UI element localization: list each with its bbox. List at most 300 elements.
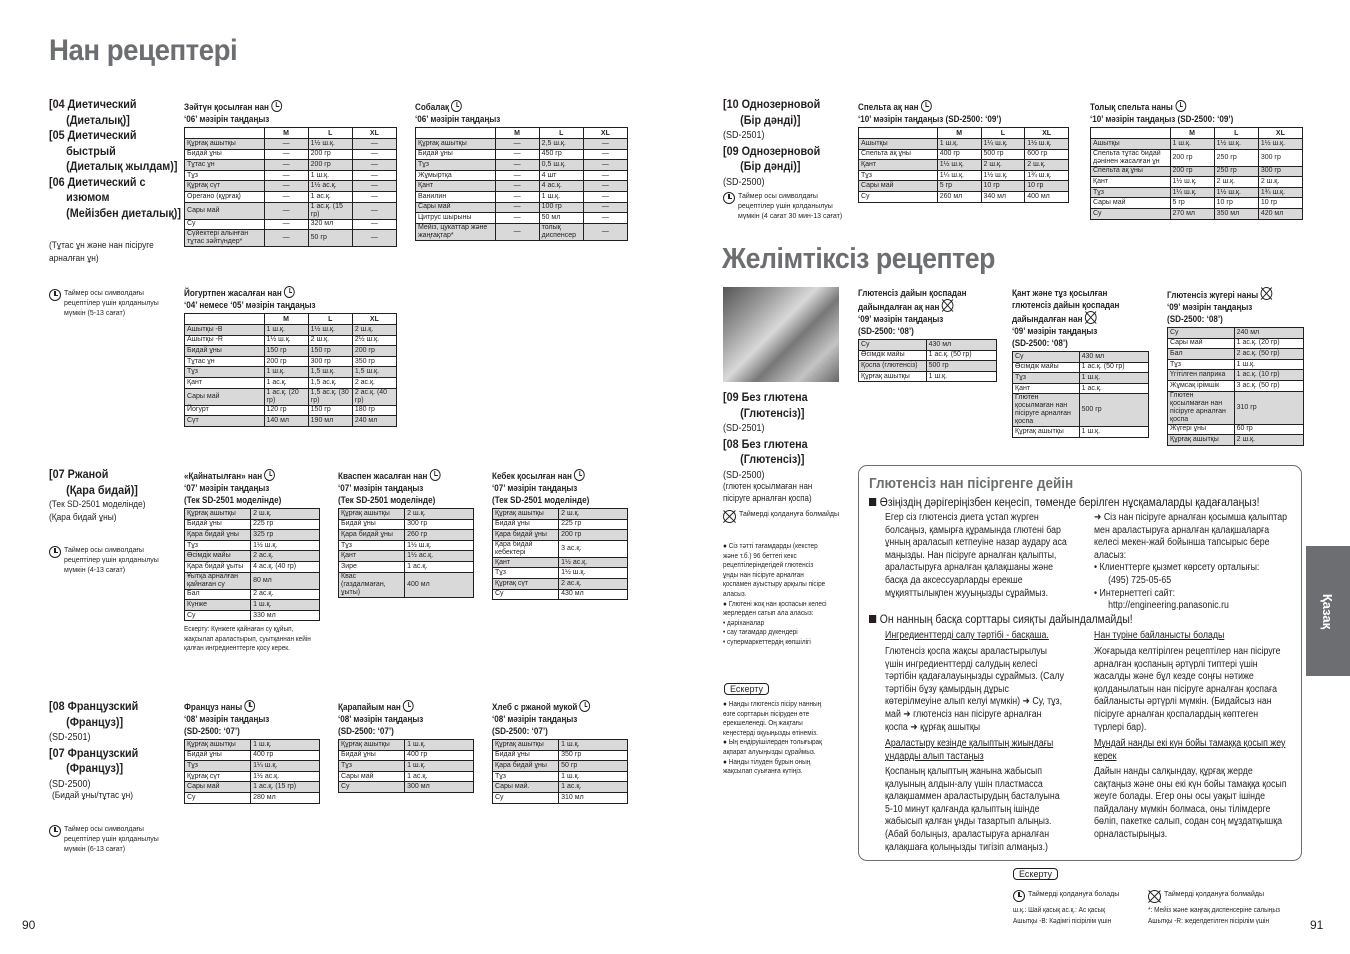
table-row [1168, 435, 1304, 446]
ingredient-name: Құрғақ ашытқы [493, 740, 559, 751]
table-row [859, 350, 997, 361]
timer-icon [264, 469, 275, 481]
table-row [1168, 424, 1304, 435]
ingredient-amount: 1 ас.қ. [308, 191, 352, 202]
recipe-title: Зәйтүн қосылған нан [184, 100, 380, 113]
ingredient-amount: 350 мл [1214, 208, 1258, 219]
ingredient-amount: 400 гр [251, 750, 320, 761]
ingredient-amount: 1¼ ш.қ. [251, 761, 320, 772]
ingredient-amount: 2 ш.қ. [352, 325, 396, 336]
table-row [1091, 208, 1303, 219]
ingredient-amount: 240 мл [1234, 328, 1303, 339]
ingredient-name: Су [339, 782, 405, 793]
ingredient-amount: 2 ас.қ. [352, 377, 396, 388]
no-timer-icon [723, 510, 736, 523]
size-column-header: XL [1258, 128, 1302, 139]
ingredient-amount: — [583, 160, 627, 171]
ingredient-name: Су [859, 340, 927, 351]
table-row [493, 557, 628, 568]
recipe-program: ‘10’ мәзірін таңдаңыз (SD-2500: ‘09’) [858, 114, 1002, 124]
table-row [339, 740, 474, 751]
recipe-title: Қарапайым нан [338, 700, 465, 713]
ingredient-amount: 2 ас.қ. (50 гр) [1234, 349, 1303, 360]
recipe-model: (SD-2500: ‘07’) [492, 726, 548, 736]
ingredient-amount: 225 гр [559, 519, 628, 530]
no-timer-icon [942, 299, 954, 312]
recipe-block [492, 469, 627, 506]
ingredient-name: Ашытқы -В [185, 325, 265, 336]
recipe-block [184, 700, 319, 737]
table-row [185, 416, 397, 427]
recipe-footnote: Ескерту: Күнжеге қайнаған су құйып, жақсылап араластырып, суытқаннан кейін қалған ингредиенттерге қосу керек. [184, 626, 311, 653]
recipe-block [338, 469, 473, 506]
timer-note: Таймер осы символдағы рецептілер үшін қолданылуы мүмкін (4-13 сағат) [49, 546, 169, 576]
panel-lead-2: Он нанның басқа сорттары сияқты дайындалмайды! [869, 614, 1133, 626]
ingredient-amount: — [495, 191, 539, 202]
table-row [339, 561, 474, 572]
size-column-header: L [308, 314, 352, 325]
table-row [1168, 391, 1304, 424]
ingredient-amount: 1,5 ас.қ. [308, 377, 352, 388]
ingredient-amount: 300 гр [405, 519, 474, 530]
no-timer-icon [1261, 287, 1273, 300]
table-row [859, 340, 997, 351]
ingredient-name: Бидай ұны [185, 149, 265, 160]
table-row [185, 519, 320, 530]
ingredient-amount: 2 ш.қ. [981, 160, 1025, 171]
recipe-title: Квaспен жасалған нан [338, 469, 465, 482]
ingredient-name: Су [859, 191, 938, 202]
ingredient-amount: — [495, 223, 539, 240]
ingredient-table [184, 313, 397, 427]
ingredient-name: Қара бидай ұыты [185, 561, 251, 572]
recipe-model: (SD-2500: ‘07’) [184, 726, 240, 736]
ingredient-amount: 10 гр [1025, 181, 1069, 192]
size-column-header: XL [352, 314, 396, 325]
table-row [1091, 198, 1303, 209]
table-row [493, 540, 628, 557]
ingredient-amount: — [495, 149, 539, 160]
ingredient-amount: 2 ш.қ. [1258, 177, 1302, 188]
recipe-program: ‘08’ мәзірін таңдаңыз [184, 714, 270, 724]
ingredient-amount: 1¾ ш.қ. [1258, 187, 1302, 198]
ingredient-table [415, 127, 628, 241]
recipe-title: «Қайнатылған» нан [184, 469, 311, 482]
ingredient-amount: 1¼ ш.қ. [1170, 187, 1214, 198]
ingredient-amount: 150 гр [308, 346, 352, 357]
recipe-title: Глютенсіз жүгері наны [1167, 287, 1295, 301]
ingredient-name: Бал [185, 589, 251, 600]
ingredient-amount: 5 гр [937, 181, 981, 192]
ingredient-amount: 2 ас.қ. [251, 589, 320, 600]
table-row [185, 509, 320, 520]
ingredient-amount: — [352, 149, 396, 160]
ingredient-amount: 2 ш.қ. [1214, 177, 1258, 188]
ingredient-amount: 1 ш.қ. [251, 740, 320, 751]
panel-b2: Қоспаның қалыптың жанына жабысып қалуының алдын-алу үшін пластмасса қалақшаммен араластырудың басталуына 5-10 минут қалғанда қалыптың ішінде жабысып қалған ұнды тазартып алыңыз. (Абай болыңыз, араластыруға арналған қалақшаға қолыңызды тигізіп алмаңыз.) [885, 766, 1060, 853]
table-row [859, 371, 997, 382]
recipe-block [858, 287, 996, 337]
ingredient-amount: 430 мл [1079, 352, 1148, 363]
ingredient-amount: 180 гр [352, 405, 396, 416]
timer-note: Таймер осы символдағы рецептілер үшін қолданылуы мүмкін (6-13 сағат) [49, 825, 169, 855]
category-rye-note: (Тек SD-2501 моделінде) (Қара бидай ұны) [49, 499, 146, 523]
ingredient-table [184, 508, 320, 621]
square-bullet-icon [869, 615, 876, 623]
note-label: Ескерту [724, 683, 769, 695]
ingredient-name: Бидай ұны [185, 519, 251, 530]
panel-p2: ➜ Сіз нан пісіруге арналған қосымша қалыптар мен араластыруға арналған қалақшаларға келесі мекен-жай бойынша тапсырыс бере аласыз: • Клиенттерге қызмет көрсету орталығы: (495) 725-05-65 • Интернеттегі сайт: http://engineering.panasonic.ru [1094, 512, 1287, 612]
ingredient-amount: 5 гр [1170, 198, 1214, 209]
recipe-block [184, 100, 396, 125]
ingredient-name: Тұз [859, 170, 938, 181]
ingredient-name: Қара бидай ұны [339, 530, 405, 541]
table-row [416, 223, 628, 240]
category-gluten-free-note: (глютен қосылмаған нан пісіруге арналған қоспа) [723, 481, 813, 503]
ingredient-name: Бидай ұны [185, 750, 251, 761]
ingredient-amount: 325 гр [251, 530, 320, 541]
recipe-program: ‘09’ мәзірін таңдаңыз [858, 314, 944, 324]
recipe-model: (Тек SD-2501 моделінде) [492, 495, 590, 505]
category-diet: [04 Диетический (Диеталық)] [05 Диетический быстрый (Диеталық жылдам)] [06 Диетический с изюмом (Мейізбен диеталық)] [49, 97, 181, 220]
ingredient-name: Қара бидай ұны [185, 530, 251, 541]
table-row [859, 361, 997, 372]
table-row [185, 405, 397, 416]
ingredient-name: Спельта ақ ұны [859, 149, 938, 160]
ingredient-amount: 310 гр [1234, 391, 1303, 424]
ingredient-amount: 150 гр [308, 405, 352, 416]
ingredient-amount: — [352, 160, 396, 171]
table-row [493, 782, 628, 793]
ingredient-amount: 1 ш.қ. [559, 771, 628, 782]
ingredient-amount: 1½ ас.қ. [559, 557, 628, 568]
ingredient-name: Тұз [339, 761, 405, 772]
table-row [185, 335, 397, 346]
ingredient-amount: 350 гр [559, 750, 628, 761]
ingredient-amount: — [583, 139, 627, 150]
ingredient-name: Ванилин [416, 191, 496, 202]
recipe-title: Спельта ақ нан [858, 100, 1052, 113]
table-row [1168, 370, 1304, 381]
ingredient-name: Тұз [1091, 187, 1171, 198]
ingredient-amount: 330 мл [251, 610, 320, 621]
ingredient-amount: 250 гр [1214, 166, 1258, 177]
gluten-free-bullets: ● Сіз тәтті тағамдарды (кекстер және т.б.) 96 беттегі кекс рецептілеріндегідей глютенсіз ұнды нан пісіруге арналған қоспамен ауыстыру арқылы пісіре аласыз. ● Глютені жоқ нан қоспасын келесі жерлерден сатып ала аласыз: • дәріханалар • сау тағамдар дүкендері • супермаркеттердің көпшілігі [723, 543, 827, 646]
ingredient-name: Су [185, 610, 251, 621]
ingredient-name: Сары май [1168, 338, 1235, 349]
table-row [416, 149, 628, 160]
ingredient-name: Су [1013, 352, 1080, 363]
ingredient-amount: 2 ас.қ. (40 гр) [352, 388, 396, 405]
ingredient-amount: 240 мл [352, 416, 396, 427]
table-row [185, 530, 320, 541]
ingredient-name: Құрғақ сүт [493, 578, 559, 589]
ingredient-name: Спельта тұтас бидай дәнінен жасалған ұн [1091, 149, 1171, 166]
table-row [185, 219, 397, 230]
ingredient-amount: 3 ас.қ. [559, 540, 628, 557]
table-row [1168, 328, 1304, 339]
ingredient-amount: 10 гр [981, 181, 1025, 192]
ingredient-amount: 400 гр [937, 149, 981, 160]
panel-b4: Дайын нанды салқындау, құрғақ жерде сақтаңыз және оны екі күн бойы тамаққа қосып жеуге болады. Егер оны осы уақыт ішінде пайдалану мүмкін болмаса, оны тілімдерге бөліп, пакетке салып, содан соң мұздатқышқа орналастырыңыз. [1094, 766, 1287, 840]
panel-title: Глютенсіз нан пісіргенге дейін [869, 475, 1074, 492]
ingredient-amount: 1 ас.қ. (20 гр) [1234, 338, 1303, 349]
ingredient-amount: 2 ас.қ. [251, 551, 320, 562]
ingredient-amount: 1¼ ш.қ. [937, 170, 981, 181]
ingredient-amount: 1½ ш.қ. [251, 540, 320, 551]
ingredient-amount: 400 гр [405, 750, 474, 761]
ingredient-amount: 4 ас.қ. (40 гр) [251, 561, 320, 572]
ingredient-amount: 0,5 ш.қ. [539, 160, 583, 171]
ingredient-amount: 250 гр [1214, 149, 1258, 166]
ingredient-name: Құрғақ ашытқы [185, 740, 251, 751]
recipe-block [415, 100, 627, 125]
table-row [1091, 187, 1303, 198]
ingredient-amount: 1 ас.қ. (20 гр) [264, 388, 308, 405]
ingredient-name: Бидай ұны [339, 519, 405, 530]
ingredient-name: Қант [859, 160, 938, 171]
ingredient-amount: 300 гр [308, 356, 352, 367]
table-row [416, 213, 628, 224]
table-row [339, 782, 474, 793]
ingredient-amount: 420 мл [1258, 208, 1302, 219]
language-tab[interactable]: Қазақ [1306, 546, 1350, 676]
table-row [416, 160, 628, 171]
ingredient-amount: 1,5 ас.қ. (30 гр) [308, 388, 352, 405]
ingredient-name: Бал [1168, 349, 1235, 360]
table-row [493, 589, 628, 600]
ingredient-table [858, 127, 1069, 203]
panel-h1: Ингредиенттерді салу тәртібі - басқаша. [885, 630, 1049, 641]
timer-icon [921, 100, 932, 112]
ingredient-amount: 1½ ш.қ. [1258, 139, 1302, 150]
recipe-title: Қант және тұз қосылған глютенсіз дайын қоспадан дайындалған нан [1012, 288, 1120, 324]
table-row [185, 771, 320, 782]
ingredient-name: Спельта ақ ұны [1091, 166, 1171, 177]
size-column-header: M [264, 314, 308, 325]
ingredient-amount: 500 гр [1079, 394, 1148, 427]
ingredient-amount: 1 ас.қ. [264, 377, 308, 388]
ingredient-amount: 1 ас.қ. [405, 771, 474, 782]
table-row [416, 202, 628, 213]
recipe-program: ‘10’ мәзірін таңдаңыз (SD-2500: ‘09’) [1090, 114, 1234, 124]
ingredient-amount: 350 гр [352, 356, 396, 367]
recipe-block [184, 469, 319, 506]
ingredient-amount: 1¾ ш.қ. [1025, 170, 1069, 181]
legend-line-3: Ашытқы -В: Кәдімгі пісірілім үшін [1013, 918, 1112, 925]
table-row [859, 139, 1069, 150]
ingredient-name: Қант [1091, 177, 1171, 188]
ingredient-amount: 140 мл [264, 416, 308, 427]
ingredient-amount: 100 гр [539, 202, 583, 213]
category-rye: [07 Ржаной (Қара бидай)] [49, 467, 138, 497]
table-row [339, 551, 474, 562]
table-row [185, 782, 320, 793]
table-row [185, 551, 320, 562]
panel-h2: Араластыру кезінде қалыптың жиындағы ұндарды алып тастаңыз [885, 738, 1054, 762]
ingredient-name: Жұмыртқа [416, 170, 496, 181]
table-row [185, 600, 320, 611]
table-row [416, 181, 628, 192]
table-row [185, 325, 397, 336]
table-row [185, 181, 397, 192]
ingredient-amount: 1,5 ш.қ. [352, 367, 396, 378]
recipe-block [184, 286, 396, 311]
legend-line-4: Ашытқы -R: жеделдетілген пісірілім үшін [1148, 918, 1270, 925]
ingredient-name: Жұмсақ ірімшік [1168, 380, 1235, 391]
ingredient-amount: — [264, 160, 308, 171]
size-column-header: M [495, 128, 539, 139]
panel-h3: Нан түрінe байланысты болады [1094, 630, 1225, 641]
size-column-header: M [1170, 128, 1214, 139]
ingredient-amount: 80 мл [251, 572, 320, 589]
ingredient-amount: 1½ ас.қ. [251, 771, 320, 782]
ingredient-name: Өсімдік майы [1013, 362, 1080, 373]
recipe-program: ‘07’ мәзірін таңдаңыз [492, 483, 578, 493]
ingredient-name: Жүгері ұны [1168, 424, 1235, 435]
ingredient-amount: 1½ ас.қ. [405, 551, 474, 562]
ingredient-name: Сары май [185, 388, 265, 405]
panel-h4: Мұндай нанды екі күн бойы тамаққа қосып жеу керек [1094, 738, 1286, 762]
recipe-block [492, 700, 627, 737]
legend-line-1: ш.қ.: Шай қасық ас.қ.: Ас қасық [1013, 907, 1106, 914]
size-column-header: L [1214, 128, 1258, 139]
ingredient-amount: 500 гр [926, 361, 996, 372]
ingredient-name: Тұз [185, 367, 265, 378]
ingredient-amount: 300 гр [1258, 166, 1302, 177]
legend-line-2: *: Мейіз және жаңғақ диспенсеріне салыңыз [1148, 907, 1280, 914]
ingredient-name: Сары май [185, 782, 251, 793]
panel-p1: Егер сіз глютенсіз диета ұстап жүрген болсаңыз, қамырға құрамында глютені бар ұнның араласып кетпеуіне назар аудару аса маңызды. Нан пісіруге арналған қалыпты, араластыруға арналған қалақшаны және басқа да аксессуарларды ерекше мұқияттылықпен жууыңызды сұраймыз. [885, 512, 1067, 599]
ingredient-amount: — [495, 213, 539, 224]
table-row [185, 160, 397, 171]
ingredient-name: Бидай ұны [493, 519, 559, 530]
ingredient-amount: 200 гр [264, 356, 308, 367]
table-row [493, 761, 628, 772]
ingredient-name: Қара бидай ұны [493, 530, 559, 541]
ingredient-amount: 2 ш.қ. [1025, 160, 1069, 171]
ingredient-amount: 1½ ас.қ. [308, 181, 352, 192]
ingredient-name: Құрғақ ашытқы [1168, 435, 1235, 446]
ingredient-amount: 1 ш.қ. [559, 740, 628, 751]
table-row [185, 149, 397, 160]
table-row [339, 761, 474, 772]
timer-icon [49, 289, 61, 301]
timer-note: Таймер осы символдағы рецептілер үшін қолданылуы мүмкін (5-13 сағат) [49, 289, 169, 319]
table-row [185, 202, 397, 219]
table-row [1168, 349, 1304, 360]
ingredient-name: Өсімдік майы [859, 350, 927, 361]
timer-icon [580, 700, 591, 712]
ingredient-name: Тұз [185, 170, 265, 181]
ingredient-amount: 225 гр [251, 519, 320, 530]
ingredient-name: Сары май [859, 181, 938, 192]
table-row [493, 578, 628, 589]
ingredient-amount: 280 мл [251, 792, 320, 803]
ingredient-amount: — [264, 191, 308, 202]
ingredient-name: Ашытқы [859, 139, 938, 150]
ingredient-name: Құрғақ ашытқы [416, 139, 496, 150]
ingredient-amount: 1 ш.қ. [539, 191, 583, 202]
timer-icon [1175, 100, 1186, 112]
ingredient-amount: 4 ас.қ. [539, 181, 583, 192]
category-gluten-free: [09 Без глютена (Глютенсіз)] (SD-2501) [08 Без глютена (Глютенсіз)] (SD-2500) [723, 390, 808, 481]
recipe-title: Француз наны [184, 700, 311, 713]
ingredient-name: Қант [339, 551, 405, 562]
table-row [339, 509, 474, 520]
recipe-block [1167, 287, 1303, 325]
ingredient-amount: — [352, 139, 396, 150]
table-row [1168, 380, 1304, 391]
size-column-header: XL [583, 128, 627, 139]
recipe-program: ‘09’ мәзірін таңдаңыз [1012, 326, 1098, 336]
ingredient-amount: — [583, 202, 627, 213]
ingredient-name: Бидай ұны [416, 149, 496, 160]
ingredient-amount: — [264, 181, 308, 192]
table-row [185, 540, 320, 551]
ingredient-name: Қара бидай кебектері [493, 540, 559, 557]
ingredient-amount: — [583, 213, 627, 224]
table-row [859, 191, 1069, 202]
ingredient-amount: 2 ш.қ. [308, 335, 352, 346]
table-row [1091, 139, 1303, 150]
category-french-note: (Бидай ұны/тұтас ұн) [52, 790, 134, 801]
panel-lead: Өзіңіздің дәрігеріңізбен кеңесіп, төменде берілген нұсқамаларды қадағалаңыз! [869, 497, 1259, 509]
ingredient-table [492, 739, 628, 804]
ingredient-amount: 200 гр [559, 530, 628, 541]
ingredient-name: Өсімдік майы [185, 551, 251, 562]
ingredient-name: Сары май [1091, 198, 1171, 209]
ingredient-name: Тұз [185, 761, 251, 772]
ingredient-name: Құрғақ сүт [185, 771, 251, 782]
ingredient-amount: 2 ш.қ. [1234, 435, 1303, 446]
ingredient-name: Құрғақ ашытқы [185, 139, 265, 150]
table-row [1091, 177, 1303, 188]
timer-icon [723, 192, 735, 204]
ingredient-name: Глютен қосылмаған нан пісіруге арналған қоспа [1013, 394, 1080, 427]
ingredient-amount: 450 гр [539, 149, 583, 160]
ingredient-amount: 200 гр [308, 160, 352, 171]
table-row [185, 589, 320, 600]
ingredient-amount: — [264, 230, 308, 247]
ingredient-name: Тұз [1013, 373, 1080, 384]
ingredient-amount: 50 гр [559, 761, 628, 772]
size-column-header: XL [352, 128, 396, 139]
ingredient-name: Сүт [185, 416, 265, 427]
gluten-free-notes: ● Нанды глютенсіз пісіру нанның өзге сорттарын пісіруден өте ерекшеленеді. Оң жақтағы кеңестерді оқуыңызды өтінеміз. ● Ың ендіруішілерден толығырақ ақпарат алуыңызды сұраймыз. ● Нанды тілуден бұрын оның жақсылап суығанға күтіңіз. [723, 701, 822, 776]
table-row [185, 139, 397, 150]
recipe-block [1012, 287, 1148, 349]
table-row [339, 771, 474, 782]
ingredient-amount: 200 гр [1170, 166, 1214, 177]
recipe-title: Собалақ [415, 100, 611, 113]
ingredient-amount: 1 ш.қ. [251, 600, 320, 611]
ingredient-table [1012, 351, 1149, 438]
ingredient-amount: 1 ш.қ. [1079, 427, 1148, 438]
ingredient-amount: 1 ш.қ. [926, 371, 996, 382]
ingredient-name: Бидай ұны [185, 346, 265, 357]
timer-note: Таймер осы символдағы рецептілер үшін қолданылуы мүмкін (4 сағат 30 мин-13 сағат) [723, 192, 843, 222]
ingredient-amount: 260 гр [405, 530, 474, 541]
table-row [185, 610, 320, 621]
ingredient-amount: 120 гр [264, 405, 308, 416]
ingredient-amount: 270 мл [1170, 208, 1214, 219]
ingredient-amount: 150 гр [264, 346, 308, 357]
recipe-block [1090, 100, 1302, 125]
ingredient-table [858, 339, 997, 382]
no-timer-note: Таймерді қолдануға болмайды [723, 510, 841, 523]
category-single-grain: [10 Однозерновой (Бір дәнді)] (SD-2501) [09 Однозерновой (Бір дәнді)] (SD-2500) [723, 97, 821, 188]
